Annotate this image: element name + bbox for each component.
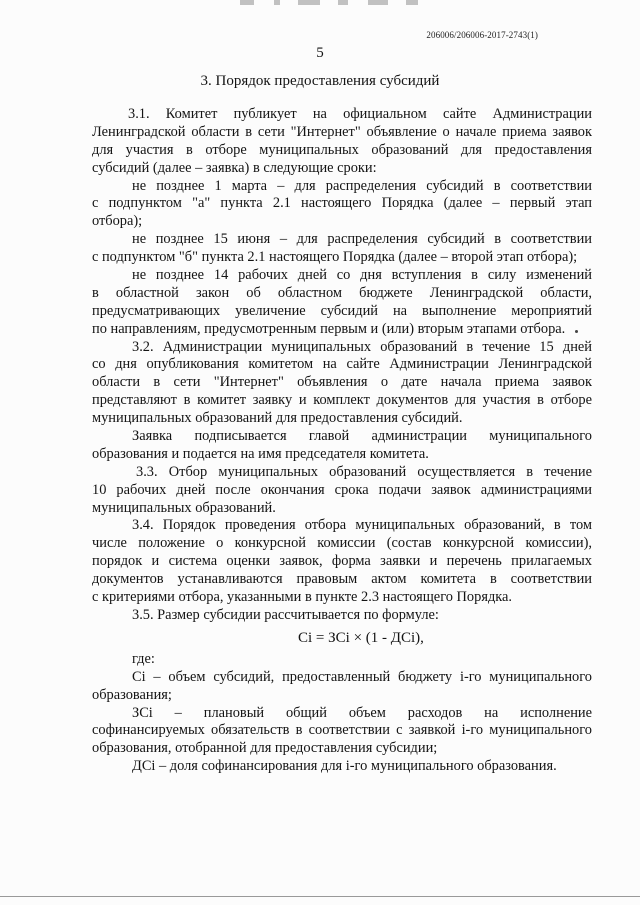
text-line: не позднее 15 июня – для распределения субсидий в соответствии bbox=[132, 231, 592, 248]
text-line: 10 рабочих дней после окончания срока подачи заявок администрациями bbox=[92, 481, 592, 498]
paragraph-lines-before-formula bbox=[92, 106, 592, 625]
text-line: 3.4. Порядок проведения отбора муниципальных образований, в том bbox=[132, 517, 592, 534]
text-line: Сi – объем субсидий, предоставленный бюджету i-го муниципального bbox=[132, 668, 592, 685]
text-line: не позднее 1 марта – для распределения субсидий в соответствии bbox=[132, 177, 592, 194]
text-line: Ленинградской области в сети "Интернет" объявление о начале приема заявок bbox=[92, 123, 592, 140]
text-line: предусматривающих увеличение субсидий на выполнение мероприятий bbox=[92, 302, 592, 319]
text-line: порядок и система оценки заявок, форма заявки и перечень прилагаемых bbox=[92, 553, 592, 570]
text-line: муниципальных образований. bbox=[92, 499, 276, 516]
text-line: области в сети "Интернет" объявления о дате начала приема заявок bbox=[92, 374, 592, 391]
text-line: отбора); bbox=[92, 213, 143, 230]
scan-dot-artifact bbox=[575, 330, 578, 333]
text-line: образования; bbox=[92, 686, 172, 703]
text-line: с подпунктом "а" пункта 2.1 настоящего Порядка (далее – первый этап bbox=[92, 195, 592, 212]
text-line: софинансируемых обязательств в соответствии с заявкой i-го муниципального bbox=[92, 722, 592, 739]
text-line: 3.2. Администрации муниципальных образований в течение 15 дней bbox=[132, 338, 592, 355]
text-line: с критериями отбора, указанными в пункте 2.3 настоящего Порядка. bbox=[92, 589, 513, 606]
text-line: 3.1. Комитет публикует на официальном сайте Администрации bbox=[128, 106, 592, 122]
text-line: муниципальных образований для предоставления субсидий. bbox=[92, 410, 463, 427]
text-line: с подпунктом "б" пункта 2.1 настоящего Порядка (далее – второй этап отбора); bbox=[92, 249, 578, 266]
text-line: 3.5. Размер субсидии рассчитывается по формуле: bbox=[132, 606, 439, 623]
text-line: по направлениям, предусмотренным первым и (или) вторым этапами отбора. bbox=[92, 320, 566, 337]
text-line: ЗСi – плановый общий объем расходов на исполнение bbox=[132, 704, 592, 721]
text-line: в областной закон об областном бюджете Ленинградской области, bbox=[92, 284, 592, 301]
subsidy-formula: Сi = ЗСi × (1 - ДСi), bbox=[298, 629, 424, 646]
document-id-code: 206006/206006-2017-2743(1) bbox=[426, 30, 538, 40]
paragraph-lines-after-formula bbox=[92, 651, 592, 776]
text-line: ДСi – доля софинансирования для i-го муниципального образования. bbox=[132, 758, 557, 775]
document-body bbox=[92, 106, 592, 776]
text-line: субсидий (далее – заявка) в следующие сроки: bbox=[92, 159, 377, 176]
text-line: представляют в комитет заявку и комплект документов для участия в отборе bbox=[92, 392, 592, 409]
scan-bottom-edge bbox=[0, 896, 640, 897]
text-line: Заявка подписывается главой администрации муниципального bbox=[132, 428, 592, 445]
text-line: числе положение о конкурсной комиссии (состав конкурсной комиссии), bbox=[92, 535, 592, 552]
section-title: 3. Порядок предоставления субсидий bbox=[200, 73, 440, 89]
text-line: образования и подается на имя председателя комитета. bbox=[92, 445, 429, 462]
scan-artifact-marks bbox=[240, 0, 420, 6]
text-line: со дня опубликования комитетом на сайте Администрации Ленинградской bbox=[92, 356, 592, 373]
text-line: где: bbox=[132, 650, 155, 667]
page-number: 5 bbox=[316, 45, 324, 61]
text-line: 3.3. Отбор муниципальных образований осуществляется в течение bbox=[136, 463, 592, 480]
text-line: для участия в отборе муниципальных образований для предоставления bbox=[92, 141, 592, 158]
text-line: не позднее 14 рабочих дней со дня вступления в силу изменений bbox=[132, 267, 592, 284]
text-line: документов устанавливаются правовым актом комитета в соответствии bbox=[92, 571, 592, 588]
text-line: образования, отобранной для предоставления субсидии; bbox=[92, 740, 438, 757]
